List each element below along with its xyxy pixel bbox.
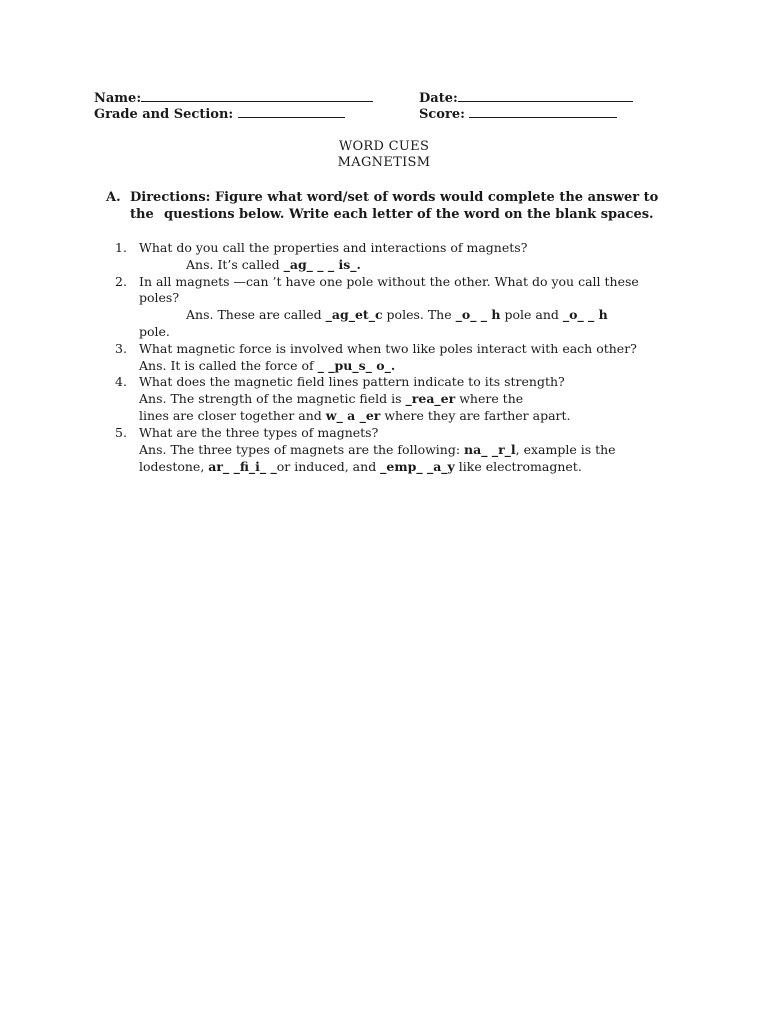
answer-mid-2: or induced, and (276, 459, 381, 474)
grade-section-label: Grade and Section: (94, 107, 234, 122)
answer-line (139, 442, 616, 459)
question-text: What does the magnetic field lines pattern indicate to its strength? (139, 374, 565, 389)
name-label: Name: (94, 91, 142, 106)
question-number: 4. (115, 374, 127, 389)
answer-line-2 (139, 459, 582, 476)
question-text: What magnetic force is involved when two like poles interact with each other? (139, 341, 637, 356)
name-field[interactable] (94, 89, 373, 106)
answer-blank-1[interactable]: na_ _r_l (464, 442, 516, 457)
answer-prefix: Ans. The strength of the magnetic field is (139, 391, 406, 406)
answer-line-2: pole. (139, 324, 170, 339)
question-text-line1: In all magnets —can ’t have one pole without the other. What do you call these (139, 274, 639, 289)
answer-prefix: Ans. It is called the force of (139, 358, 318, 373)
directions-text-line1: Directions: Figure what word/set of words would complete the answer to the (130, 190, 659, 222)
score-line (469, 105, 617, 118)
answer-blank[interactable]: _ag_ _ _ is_. (283, 257, 361, 272)
score-field[interactable] (419, 105, 617, 122)
answer-blank[interactable]: _ _pu_s_ o_. (317, 358, 396, 373)
question-text-line2: poles? (139, 290, 180, 305)
grade-section-field[interactable] (94, 105, 345, 122)
score-label: Score: (419, 107, 465, 122)
answer-line-2 (139, 408, 571, 425)
answer-line2-suffix: where they are farther apart. (380, 408, 571, 423)
answer-blank-1[interactable]: _rea_er (405, 391, 456, 406)
directions-label: A. (106, 190, 121, 205)
question-number: 1. (115, 240, 127, 255)
answer-prefix: Ans. It’s called (186, 257, 284, 272)
question-text: What are the three types of magnets? (139, 425, 379, 440)
question-number: 2. (115, 274, 127, 289)
answer-mid-1: , example is the (515, 442, 616, 457)
answer-blank-2[interactable]: _o_ _ h (455, 307, 501, 322)
answer-blank-2[interactable]: w_ a _er (325, 408, 381, 423)
question-number: 5. (115, 425, 127, 440)
answer-mid-1: where the (455, 391, 524, 406)
answer-line (139, 391, 523, 408)
directions-text-line2: questions below. Write each letter of the word on the blank spaces. (164, 207, 654, 222)
answer-line2-prefix: lines are closer together and (139, 408, 326, 423)
answer-blank-1[interactable]: _ag_et_c (325, 307, 383, 322)
worksheet-title: WORD CUES (338, 139, 430, 154)
date-label: Date: (419, 91, 458, 106)
question-number: 3. (115, 341, 127, 356)
answer-mid-1: poles. The (382, 307, 456, 322)
answer-blank-3[interactable]: _emp_ _a_y (380, 459, 455, 474)
answer-mid-2: pole and (500, 307, 563, 322)
answer-line (186, 257, 361, 274)
answer-prefix: Ans. These are called (186, 307, 326, 322)
answer-line2-prefix: lodestone, (139, 459, 209, 474)
name-line (141, 89, 373, 102)
question-text: What do you call the properties and interactions of magnets? (139, 240, 528, 255)
answer-line (186, 307, 608, 324)
answer-blank-2[interactable]: ar_ _fi_i_ _ (208, 459, 277, 474)
answer-line (139, 358, 395, 375)
date-line (458, 89, 633, 102)
answer-blank-3[interactable]: _o_ _ h (562, 307, 608, 322)
answer-prefix: Ans. The three types of magnets are the following: (139, 442, 465, 457)
grade-section-line (238, 105, 345, 118)
date-field[interactable] (419, 89, 633, 106)
answer-line2-suffix: like electromagnet. (454, 459, 582, 474)
worksheet-subtitle: MAGNETISM (337, 155, 431, 170)
